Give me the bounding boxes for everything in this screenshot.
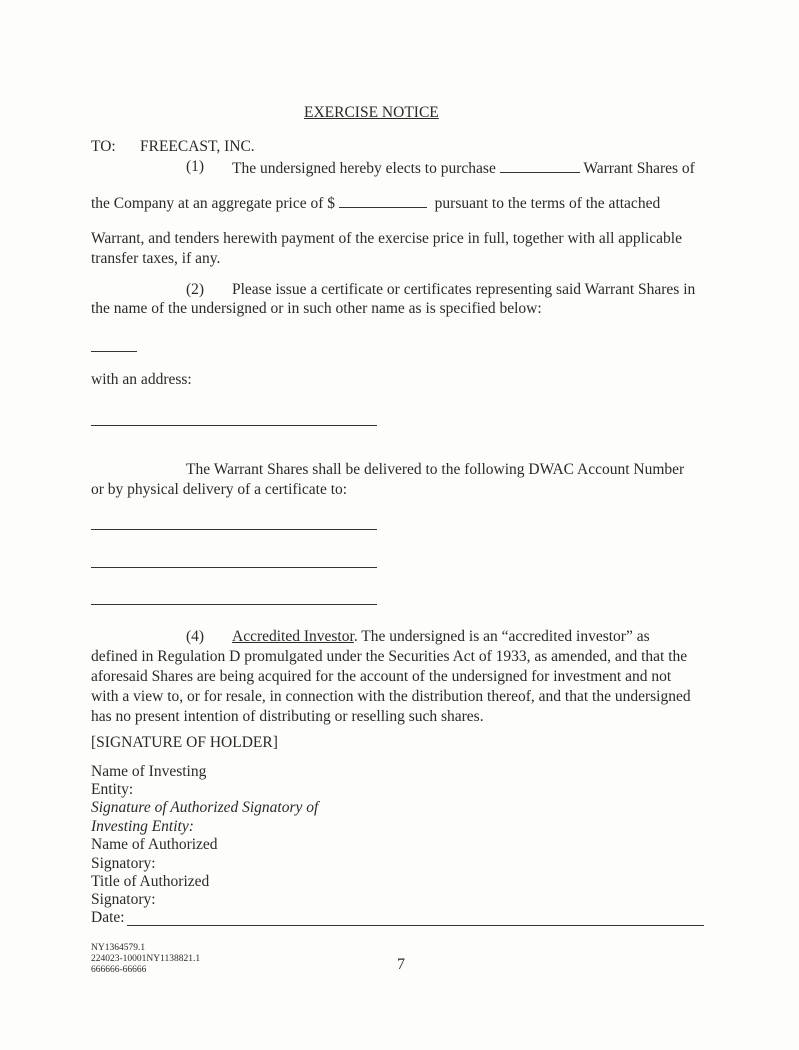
sig-field-name-entity-2: Entity: [91, 781, 134, 798]
para4-line2: defined in Regulation D promulgated under the Securities Act of 1933, as amended, and that the [91, 648, 688, 665]
footer-doc-id-2: 224023-10001NY1138821.1 [91, 954, 201, 964]
para4-line1 [232, 628, 650, 646]
sig-field-title-2: Signatory: [91, 891, 156, 908]
para1-line1 [232, 158, 695, 178]
aggregate-price-blank[interactable] [339, 193, 427, 208]
sig-field-title-1: Title of Authorized [91, 873, 210, 890]
document-title: EXERCISE NOTICE [304, 104, 439, 121]
date-blank[interactable] [127, 925, 704, 926]
para2-number: (2) [186, 281, 205, 298]
address-blank[interactable] [91, 425, 377, 426]
para1-line1-a: The undersigned hereby elects to purchase [232, 160, 496, 177]
delivery-blank-2[interactable] [91, 567, 377, 568]
para4-line5: has no present intention of distributing or reselling such shares. [91, 708, 484, 725]
sig-field-name-signatory-2: Signatory: [91, 855, 156, 872]
sig-field-date: Date: [91, 909, 125, 926]
sig-field-signature-1: Signature of Authorized Signatory of [91, 799, 319, 816]
para2-line2: the name of the undersigned or in such other name as is specified below: [91, 300, 542, 317]
para4-heading: Accredited Investor [232, 628, 354, 645]
signature-heading: [SIGNATURE OF HOLDER] [91, 734, 278, 751]
para1-line2 [91, 193, 660, 213]
para4-line4: with a view to, or for resale, in connection with the distribution thereof, and that the undersigned [91, 688, 691, 705]
para4-number: (4) [186, 628, 205, 645]
para1-line3: Warrant, and tenders herewith payment of the exercise price in full, together with all applicable [91, 230, 682, 247]
footer-doc-id-3: 666666-66666 [91, 965, 147, 975]
para1-number: (1) [186, 158, 205, 175]
sig-field-signature-2: Investing Entity: [91, 818, 194, 835]
page-number: 7 [397, 956, 405, 973]
sig-field-name-entity-1: Name of Investing [91, 763, 207, 780]
para3-line1: The Warrant Shares shall be delivered to the following DWAC Account Number [186, 461, 685, 478]
para1-line2-a: the Company at an aggregate price of $ [91, 195, 336, 212]
delivery-blank-1[interactable] [91, 529, 377, 530]
footer-doc-id-1: NY1364579.1 [91, 943, 146, 953]
share-count-blank[interactable] [500, 158, 580, 173]
para2-line1: Please issue a certificate or certificates representing said Warrant Shares in [232, 281, 696, 298]
delivery-blank-3[interactable] [91, 604, 377, 605]
para4-line3: aforesaid Shares are being acquired for the account of the undersigned for investment and not [91, 668, 672, 685]
para1-line1-b: Warrant Shares of [583, 160, 695, 177]
para4-line1-rest: . The undersigned is an “accredited investor” as [353, 628, 650, 645]
to-company: FREECAST, INC. [140, 138, 255, 155]
para3-line2: or by physical delivery of a certificate to: [91, 481, 348, 498]
address-label: with an address: [91, 371, 192, 388]
name-blank[interactable] [91, 351, 137, 352]
sig-field-name-signatory-1: Name of Authorized [91, 836, 218, 853]
para1-line2-b: pursuant to the terms of the attached [434, 195, 661, 212]
to-label: TO: [91, 138, 116, 155]
para1-line4: transfer taxes, if any. [91, 250, 221, 267]
